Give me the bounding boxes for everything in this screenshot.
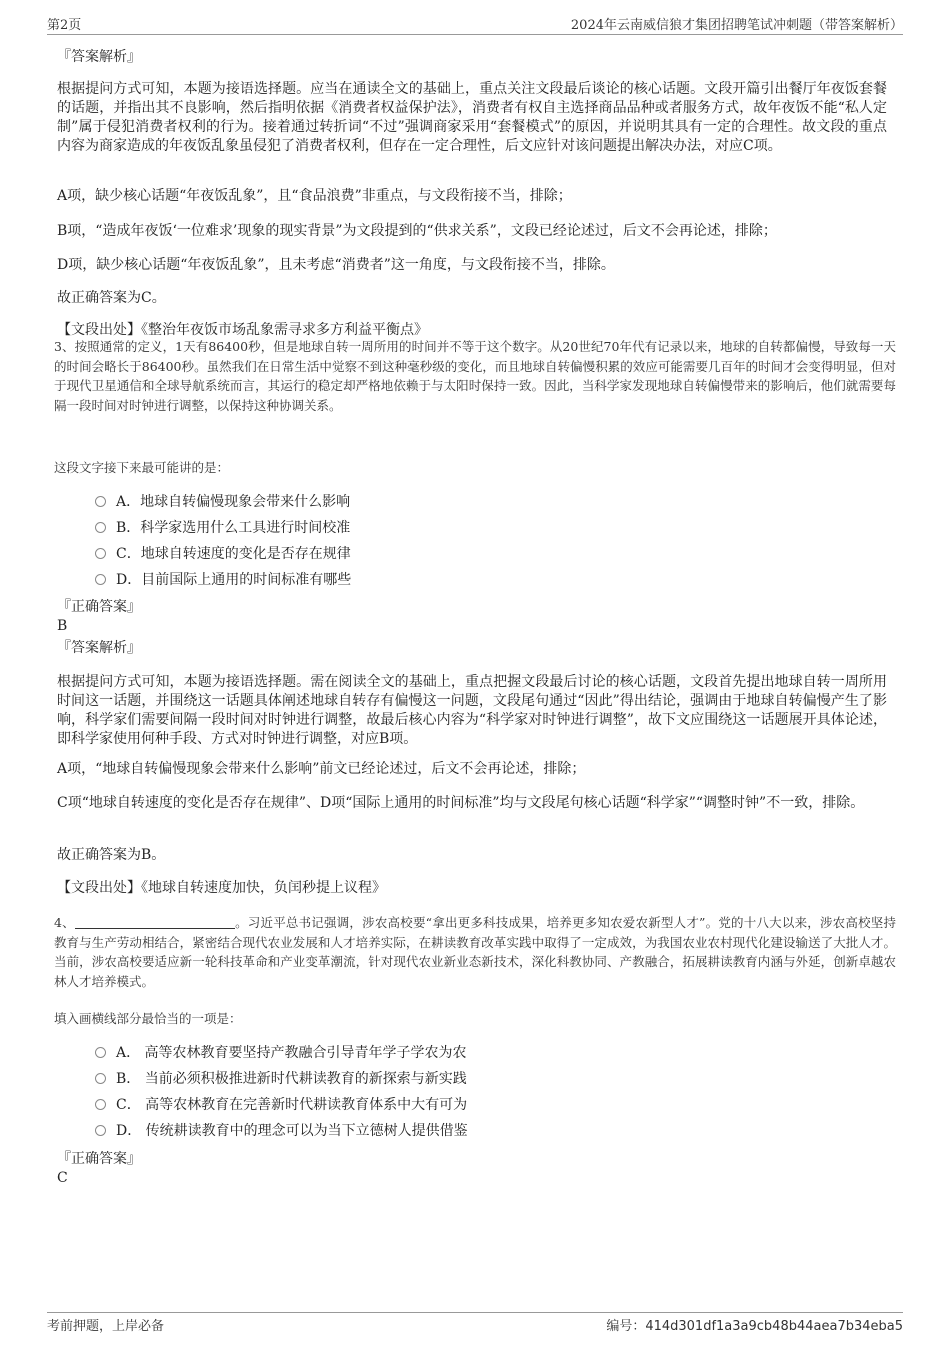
q4-stem: 4、 。习近平总书记强调，涉农高校要“拿出更多科技成果，培养更多知农爱农新型人才”。党的十八大以来，涉农高校坚持教育与生产劳动相结合，紧密结合现代农业发展和人才培养实际，在耕读教育改革实践中取得了一定成效，为我国农业农村现代化建设输送了大批人才。当前，涉农高校要适应新一轮科技革命和产业变革潮流，针对现代农业新业态新技术，深化科教协同、产教融合，拓展耕读教育内涵与外延，创新卓越农林人才培养模式。 — [54, 915, 896, 989]
q4-option-c[interactable]: C． 高等农林教育在完善新时代耕读教育体系中大有可为 — [95, 1095, 467, 1115]
q4-option-a[interactable]: A． 高等农林教育要坚持产教融合引导青年学子学农为农 — [95, 1043, 467, 1063]
page-footer — [47, 1312, 903, 1333]
q2-analysis-title: 『答案解析』 — [57, 49, 141, 65]
q3-stem: 3、按照通常的定义，1天有86400秒，但是地球自转一周所用的时间并不等于这个数字。从20世纪70年代有记录以来，地球的自转都偏慢，导致每一天的时间会略长于86400秒。虽然我们在日常生活中觉察不到这种毫秒级的变化，而且地球自转偏慢积累的效应可能需要几百年的时间才会变得明显，但对于现代卫星通信和全球导航系统而言，其运行的稳定却严格地依赖于与太阳时保持一致。因此，当科学家发现地球自转偏慢带来的影响后，他们就需要每隔一段时间对时钟进行调整，以保持这种协调关系。 — [54, 339, 896, 413]
q3-option-d[interactable]: D．目前国际上通用的时间标准有哪些 — [95, 570, 351, 590]
radio-icon[interactable] — [95, 1099, 106, 1110]
q3-question: 这段文字接下来最可能讲的是： — [54, 460, 230, 475]
q3-option-b[interactable]: B．科学家选用什么工具进行时间校准 — [95, 518, 350, 538]
page-number: 第2页 — [47, 18, 82, 33]
q2-option-d-note: D项，缺少核心话题“年夜饭乱象”，且未考虑“消费者”这一角度，与文段衔接不当，排除。 — [57, 257, 615, 273]
fill-in-blank — [75, 916, 235, 929]
document-code: 编号：414d301df1a3a9cb48b44aea7b34eba5 — [606, 1319, 903, 1334]
q3-source: 【文段出处】《地球自转速度加快，负闰秒提上议程》 — [57, 880, 386, 896]
q2-source: 【文段出处】《整治年夜饭市场乱象需寻求多方利益平衡点》 — [57, 322, 428, 338]
radio-icon[interactable] — [95, 1073, 106, 1084]
q3-analysis-title: 『答案解析』 — [57, 640, 141, 656]
radio-icon[interactable] — [95, 1047, 106, 1058]
document-title: 2024年云南威信狼才集团招聘笔试冲刺题（带答案解析） — [570, 18, 903, 33]
radio-icon[interactable] — [95, 548, 106, 559]
radio-icon[interactable] — [95, 522, 106, 533]
q3-option-a[interactable]: A．地球自转偏慢现象会带来什么影响 — [95, 492, 350, 512]
q3-option-a-note: A项，“地球自转偏慢现象会带来什么影响”前文已经论述过，后文不会再论述，排除； — [57, 761, 586, 777]
q4-answer: C — [57, 1170, 68, 1186]
q3-option-c[interactable]: C．地球自转速度的变化是否存在规律 — [95, 544, 351, 564]
radio-icon[interactable] — [95, 574, 106, 585]
radio-icon[interactable] — [95, 1125, 106, 1136]
q4-option-b[interactable]: B． 当前必须积极推进新时代耕读教育的新探索与新实践 — [95, 1069, 467, 1089]
q2-analysis-body: 根据提问方式可知，本题为接语选择题。应当在通读全文的基础上，重点关注文段最后谈论的核心话题。文段开篇引出餐厅年夜饭套餐的话题，并指出其不良影响，然后指明依据《消费者权益保护法》，消费者有权自主选择商品品种或者服务方式，故年夜饭不能“私人定制”属于侵犯消费者权利的行为。接着通过转折词“不过”强调商家采用“套餐模式”的原因，并说明其具有一定的合理性。故文段的重点内容为商家造成的年夜饭乱象虽侵犯了消费者权利，但存在一定合理性，后文应针对该问题提出解决办法，对应C项。 — [57, 81, 887, 154]
q3-analysis-body: 根据提问方式可知，本题为接语选择题。需在阅读全文的基础上，重点把握文段最后讨论的核心话题，文段首先提出地球自转一周所用时间这一话题，并围绕这一话题具体阐述地球自转存有偏慢这一问题，文段尾句通过“因此”得出结论，强调由于地球自转偏慢产生了影响，科学家们需要间隔一段时间对时钟进行调整，故最后核心内容为“科学家对时钟进行调整”，故下文应围绕这一话题展开具体论述，即科学家使用何种手段、方式对时钟进行调整，对应B项。 — [57, 674, 887, 747]
q2-conclusion: 故正确答案为C。 — [57, 290, 166, 306]
page-header — [47, 14, 903, 35]
q2-option-a-note: A项，缺少核心话题“年夜饭乱象”，且“食品浪费”非重点，与文段衔接不当，排除； — [57, 188, 572, 204]
q3-answer: B — [57, 618, 68, 634]
q4-option-d[interactable]: D． 传统耕读教育中的理念可以为当下立德树人提供借鉴 — [95, 1121, 468, 1141]
radio-icon[interactable] — [95, 496, 106, 507]
q3-answer-title: 『正确答案』 — [57, 599, 141, 615]
footer-slogan: 考前押题，上岸必备 — [47, 1319, 165, 1334]
q3-option-cd-note: C项“地球自转速度的变化是否存在规律”、D项“国际上通用的时间标准”均与文段尾句核心话题“科学家”“调整时钟”不一致，排除。 — [57, 795, 865, 811]
q4-answer-title: 『正确答案』 — [57, 1151, 141, 1167]
q2-option-b-note: B项，“造成年夜饭‘一位难求’现象的现实背景”为文段提到的“供求关系”，文段已经论述过，后文不会再论述，排除； — [57, 223, 777, 239]
q4-question: 填入画横线部分最恰当的一项是： — [54, 1011, 242, 1026]
q3-conclusion: 故正确答案为B。 — [57, 847, 166, 863]
